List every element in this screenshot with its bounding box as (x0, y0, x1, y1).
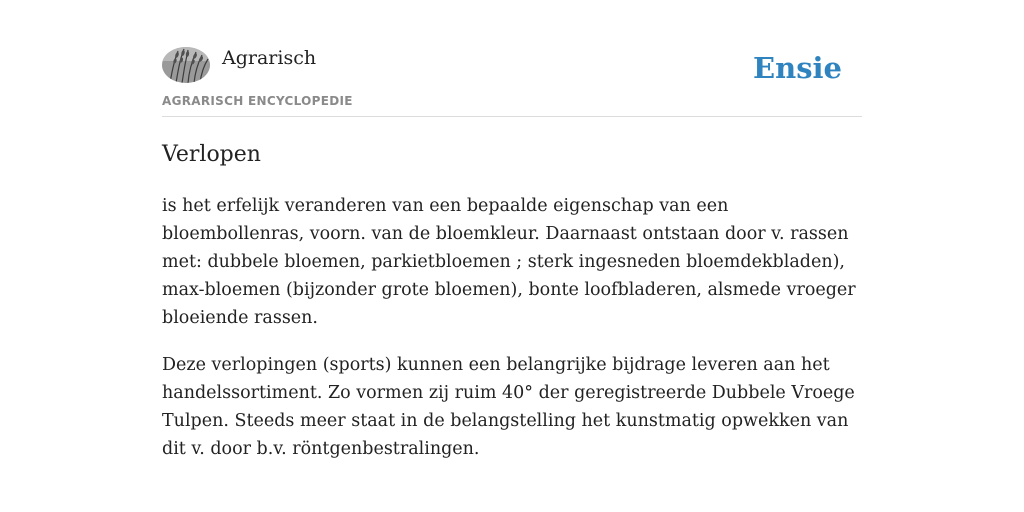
publication-subtitle: AGRARISCH ENCYCLOPEDIE (162, 94, 353, 108)
entry-paragraph: is het erfelijk veranderen van een bepaalde eigenschap van een bloembollenras, voorn. van de bloemkleur. Daarnaast ontstaan door v. rassen met: dubbele bloemen, parkietbloemen ; sterk ingesneden bloemdekbladen), max-bloemen (bijzonder grote bloemen), bonte loofbladeren, alsmede vroeger bloeiende rassen. (162, 196, 856, 328)
wheat-icon[interactable] (162, 47, 210, 83)
publication-title[interactable]: Agrarisch (222, 47, 317, 69)
entry-paragraph: Deze verlopingen (sports) kunnen een belangrijke bijdrage leveren aan het handelssortiment. Zo vormen zij ruim 40° der geregistreerde Dubbele Vroege Tulpen. Steeds meer staat in de belangstelling het kunstmatig opwekken van dit v. door b.v. röntgenbestralingen. (162, 355, 855, 459)
entry-title: Verlopen (162, 142, 261, 167)
page (162, 0, 862, 512)
entry-body (162, 192, 862, 482)
header (162, 0, 862, 117)
ensie-logo-link[interactable]: Ensie (753, 51, 842, 85)
